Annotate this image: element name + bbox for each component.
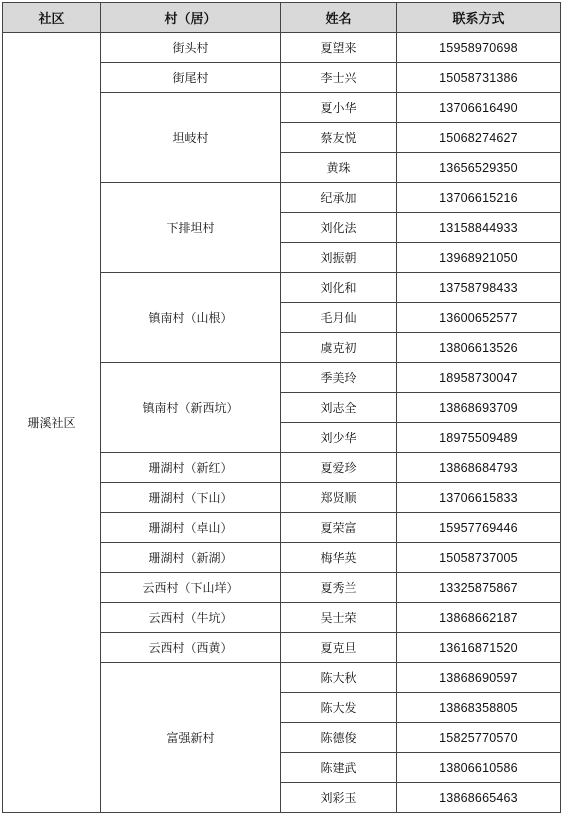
contact-name-cell: 陈大发 bbox=[281, 693, 397, 723]
contact-name-cell: 郑贤顺 bbox=[281, 483, 397, 513]
contact-name-cell: 梅华英 bbox=[281, 543, 397, 573]
contact-phone-cell: 13806613526 bbox=[397, 333, 561, 363]
contact-phone-cell: 15058731386 bbox=[397, 63, 561, 93]
village-cell: 下排坦村 bbox=[101, 183, 281, 273]
header-community: 社区 bbox=[3, 3, 101, 33]
contact-name-cell: 黄珠 bbox=[281, 153, 397, 183]
contact-name-cell: 刘少华 bbox=[281, 423, 397, 453]
contact-phone-cell: 13158844933 bbox=[397, 213, 561, 243]
contact-phone-cell: 15957769446 bbox=[397, 513, 561, 543]
contact-name-cell: 陈建武 bbox=[281, 753, 397, 783]
village-cell: 云西村（西黄） bbox=[101, 633, 281, 663]
contact-name-cell: 李士兴 bbox=[281, 63, 397, 93]
contact-table bbox=[2, 2, 561, 813]
contact-phone-cell: 13325875867 bbox=[397, 573, 561, 603]
village-cell: 珊湖村（新湖） bbox=[101, 543, 281, 573]
contact-name-cell: 纪承加 bbox=[281, 183, 397, 213]
contact-phone-cell: 13706616490 bbox=[397, 93, 561, 123]
header-contact: 联系方式 bbox=[397, 3, 561, 33]
contact-phone-cell: 13868693709 bbox=[397, 393, 561, 423]
contact-phone-cell: 13868662187 bbox=[397, 603, 561, 633]
contact-phone-cell: 13758798433 bbox=[397, 273, 561, 303]
contact-name-cell: 夏爱珍 bbox=[281, 453, 397, 483]
village-cell: 街尾村 bbox=[101, 63, 281, 93]
contact-name-cell: 陈大秋 bbox=[281, 663, 397, 693]
contact-name-cell: 刘化和 bbox=[281, 273, 397, 303]
contact-phone-cell: 13706615216 bbox=[397, 183, 561, 213]
contact-name-cell: 刘振朝 bbox=[281, 243, 397, 273]
contact-phone-cell: 13706615833 bbox=[397, 483, 561, 513]
contact-name-cell: 毛月仙 bbox=[281, 303, 397, 333]
village-cell: 街头村 bbox=[101, 33, 281, 63]
contact-phone-cell: 15068274627 bbox=[397, 123, 561, 153]
contact-name-cell: 季美玲 bbox=[281, 363, 397, 393]
village-cell: 云西村（牛坑） bbox=[101, 603, 281, 633]
contact-name-cell: 陈德俊 bbox=[281, 723, 397, 753]
table-row bbox=[3, 33, 561, 63]
contact-phone-cell: 18958730047 bbox=[397, 363, 561, 393]
community-cell: 珊溪社区 bbox=[3, 33, 101, 813]
contact-name-cell: 刘志全 bbox=[281, 393, 397, 423]
contact-name-cell: 夏克旦 bbox=[281, 633, 397, 663]
contact-phone-cell: 13616871520 bbox=[397, 633, 561, 663]
contact-phone-cell: 18975509489 bbox=[397, 423, 561, 453]
village-cell: 镇南村（新西坑） bbox=[101, 363, 281, 453]
contact-phone-cell: 15825770570 bbox=[397, 723, 561, 753]
contact-name-cell: 夏秀兰 bbox=[281, 573, 397, 603]
village-cell: 珊湖村（卓山） bbox=[101, 513, 281, 543]
header-row bbox=[3, 3, 561, 33]
contact-name-cell: 吴士荣 bbox=[281, 603, 397, 633]
contact-name-cell: 夏小华 bbox=[281, 93, 397, 123]
village-cell: 富强新村 bbox=[101, 663, 281, 813]
village-cell: 镇南村（山根） bbox=[101, 273, 281, 363]
header-village: 村（居） bbox=[101, 3, 281, 33]
contact-phone-cell: 13868665463 bbox=[397, 783, 561, 813]
contact-name-cell: 刘化法 bbox=[281, 213, 397, 243]
contact-phone-cell: 13656529350 bbox=[397, 153, 561, 183]
contact-name-cell: 虞克初 bbox=[281, 333, 397, 363]
village-cell: 珊湖村（新红） bbox=[101, 453, 281, 483]
village-cell: 云西村（下山垟） bbox=[101, 573, 281, 603]
contact-name-cell: 刘彩玉 bbox=[281, 783, 397, 813]
contact-name-cell: 夏荣富 bbox=[281, 513, 397, 543]
contact-phone-cell: 13868358805 bbox=[397, 693, 561, 723]
contact-phone-cell: 13806610586 bbox=[397, 753, 561, 783]
contact-phone-cell: 13600652577 bbox=[397, 303, 561, 333]
contact-name-cell: 蔡友悦 bbox=[281, 123, 397, 153]
contact-phone-cell: 15958970698 bbox=[397, 33, 561, 63]
village-cell: 坦岐村 bbox=[101, 93, 281, 183]
header-name: 姓名 bbox=[281, 3, 397, 33]
table-body bbox=[3, 33, 561, 813]
contact-name-cell: 夏望来 bbox=[281, 33, 397, 63]
contact-phone-cell: 13868684793 bbox=[397, 453, 561, 483]
contact-phone-cell: 13868690597 bbox=[397, 663, 561, 693]
village-cell: 珊湖村（下山） bbox=[101, 483, 281, 513]
contact-phone-cell: 15058737005 bbox=[397, 543, 561, 573]
contact-phone-cell: 13968921050 bbox=[397, 243, 561, 273]
